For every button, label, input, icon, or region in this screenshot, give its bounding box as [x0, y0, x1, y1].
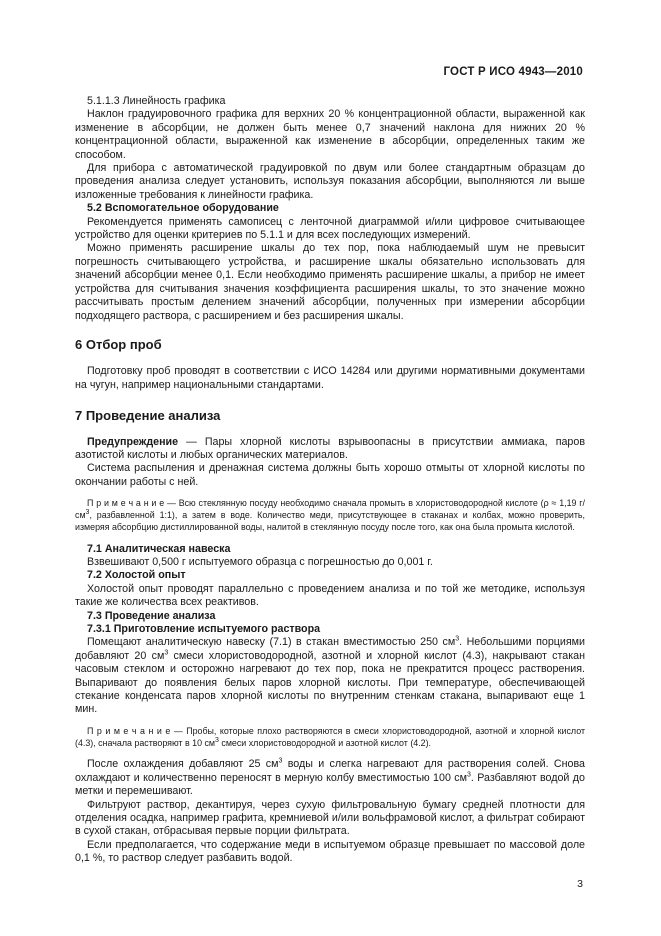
note-1: П р и м е ч а н и е — Всю стеклянную посуду необходимо сначала промыть в хлористоводородной кислоте (ρ ≈ 1,19 $г/см^3$, разбавленной 1:1), а затем в воде. Количество меди, присутствующее в стаканах и колбах, можно проверить, измеряя абсорбцию дистиллированной воды, налитой в стеклянную посуду после того, как она была промыта кислотой. [75, 498, 585, 532]
section-6-title: 6 Отбор проб [75, 336, 162, 352]
paragraph: Взвешивают 0,500 г испытуемого образца с погрешностью до 0,001 г. [87, 555, 433, 568]
heading-7-1: 7.1 Аналитическая навеска [87, 542, 231, 555]
heading-5-2: 5.2 Вспомогательное оборудование [87, 202, 279, 215]
paragraph: Фильтруют раствор, декантируя, через сухую фильтровальную бумагу средней плотности для отделения осадка, например графита, кремниевой и/или вольфрамовой кислот, а фильтрат собирают в сухой стакан, отбрасывая первые порции фильтрата. [75, 798, 585, 838]
note-2: П р и м е ч а н и е — Пробы, которые плохо растворяются в смеси хлористоводородной, азотной и хлорной кислот (4.3), сначала растворяют в 10 $см^3$ смеси хлористоводородной и азотной кислот (4.2). [75, 725, 586, 748]
heading-7-3: 7.3 Проведение анализа [87, 609, 216, 622]
page-number: 3 [577, 878, 583, 890]
standard-header: ГОСТ Р ИСО 4943—2010 [443, 66, 583, 78]
paragraph: Можно применять расширение шкалы до тех пор, пока наблюдаемый шум не превысит погрешность считывающего устройства, и расширение шкалы обязательно использовать для значений абсорбции менее 0,1. Если необходимо применять расширение шкалы, а прибор не имеет устройства для считывания значения коэффициента расширения шкалы, то это значение можно рассчитывать простым делением значений абсорбции, полученных при измерении абсорбции подходящего раствора, с расширением и без расширения шкалы. [75, 242, 585, 322]
note-label: П р и м е ч а н и е [87, 498, 165, 509]
warning-paragraph: Предупреждение — Пары хлорной кислоты взрывоопасны в присутствии аммиака, паров азотистой кислоты и любых органических материалов. [75, 435, 585, 461]
paragraph: Подготовку проб проводят в соответствии с ИСО 14284 или другими нормативными документами на чугун, например национальными стандартами. [75, 365, 585, 391]
paragraph: Холостой опыт проводят параллельно с проведением анализа и по той же методике, используя такие же количества всех реактивов. [75, 582, 585, 609]
paragraph: После охлаждения добавляют 25 $см^3$ воды и слегка нагревают для растворения солей. Снова охлаждают и количественно переносят в мерную колбу вместимостью 100 $см^3$. Разбавляют водой до метки и перемешивают. [75, 757, 585, 798]
heading-7-3-1: 7.3.1 Приготовление испытуемого раствора [87, 622, 321, 635]
note-label: П р и м е ч а н и е [87, 725, 171, 736]
warning-label: Предупреждение [87, 435, 179, 448]
paragraph: Наклон градуировочного графика для верхних 20 % концентрационной области, выраженной как изменение в абсорбции, не должен быть менее 0,7 значений наклона для нижних 20 % концентрационной области, выраженной как изменение в абсорбции, определенных таким же способом. [75, 108, 585, 161]
paragraph: Система распыления и дренажная система должны быть хорошо отмыты от хлорной кислоты по окончании работы с ней. [75, 462, 585, 488]
paragraph: Рекомендуется применять самописец с ленточной диаграммой и/или цифровое считывающее устройство для оценки критериев по 5.1.1 и для всех последующих измерений. [75, 215, 585, 242]
paragraph: Если предполагается, что содержание меди в испытуемом образце превышает по массовой доле 0,1 %, то раствор следует разбавить водой. [75, 838, 585, 865]
paragraph: Для прибора с автоматической градуировкой по двум или более стандартным образцам до проведения анализа следует установить, используя показания абсорбции, выполняются ли выше изложенные требования к линейности графика. [75, 162, 585, 201]
heading-5-1-1-3: 5.1.1.3 Линейность графика [87, 95, 226, 107]
heading-7-2: 7.2 Холостой опыт [87, 569, 186, 582]
section-7-title: 7 Проведение анализа [75, 408, 221, 424]
page-content [75, 95, 585, 866]
paragraph: Помещают аналитическую навеску (7.1) в стакан вместимостью 250 $см^3$. Небольшими порциями добавляют 20 $см^3$ смеси хлористоводородной, азотной и хлорной кислот (4.3), накрывают стакан часовым стеклом и осторожно нагревают до тех пор, пока не прекратится процесс растворения. Выпаривают до появления белых паров хлорной кислоты. При температуре, обеспечивающей стекание конденсата паров хлорной кислоты по внутренним стенкам стакана, выпаривают еще 1 мин. [75, 635, 585, 716]
